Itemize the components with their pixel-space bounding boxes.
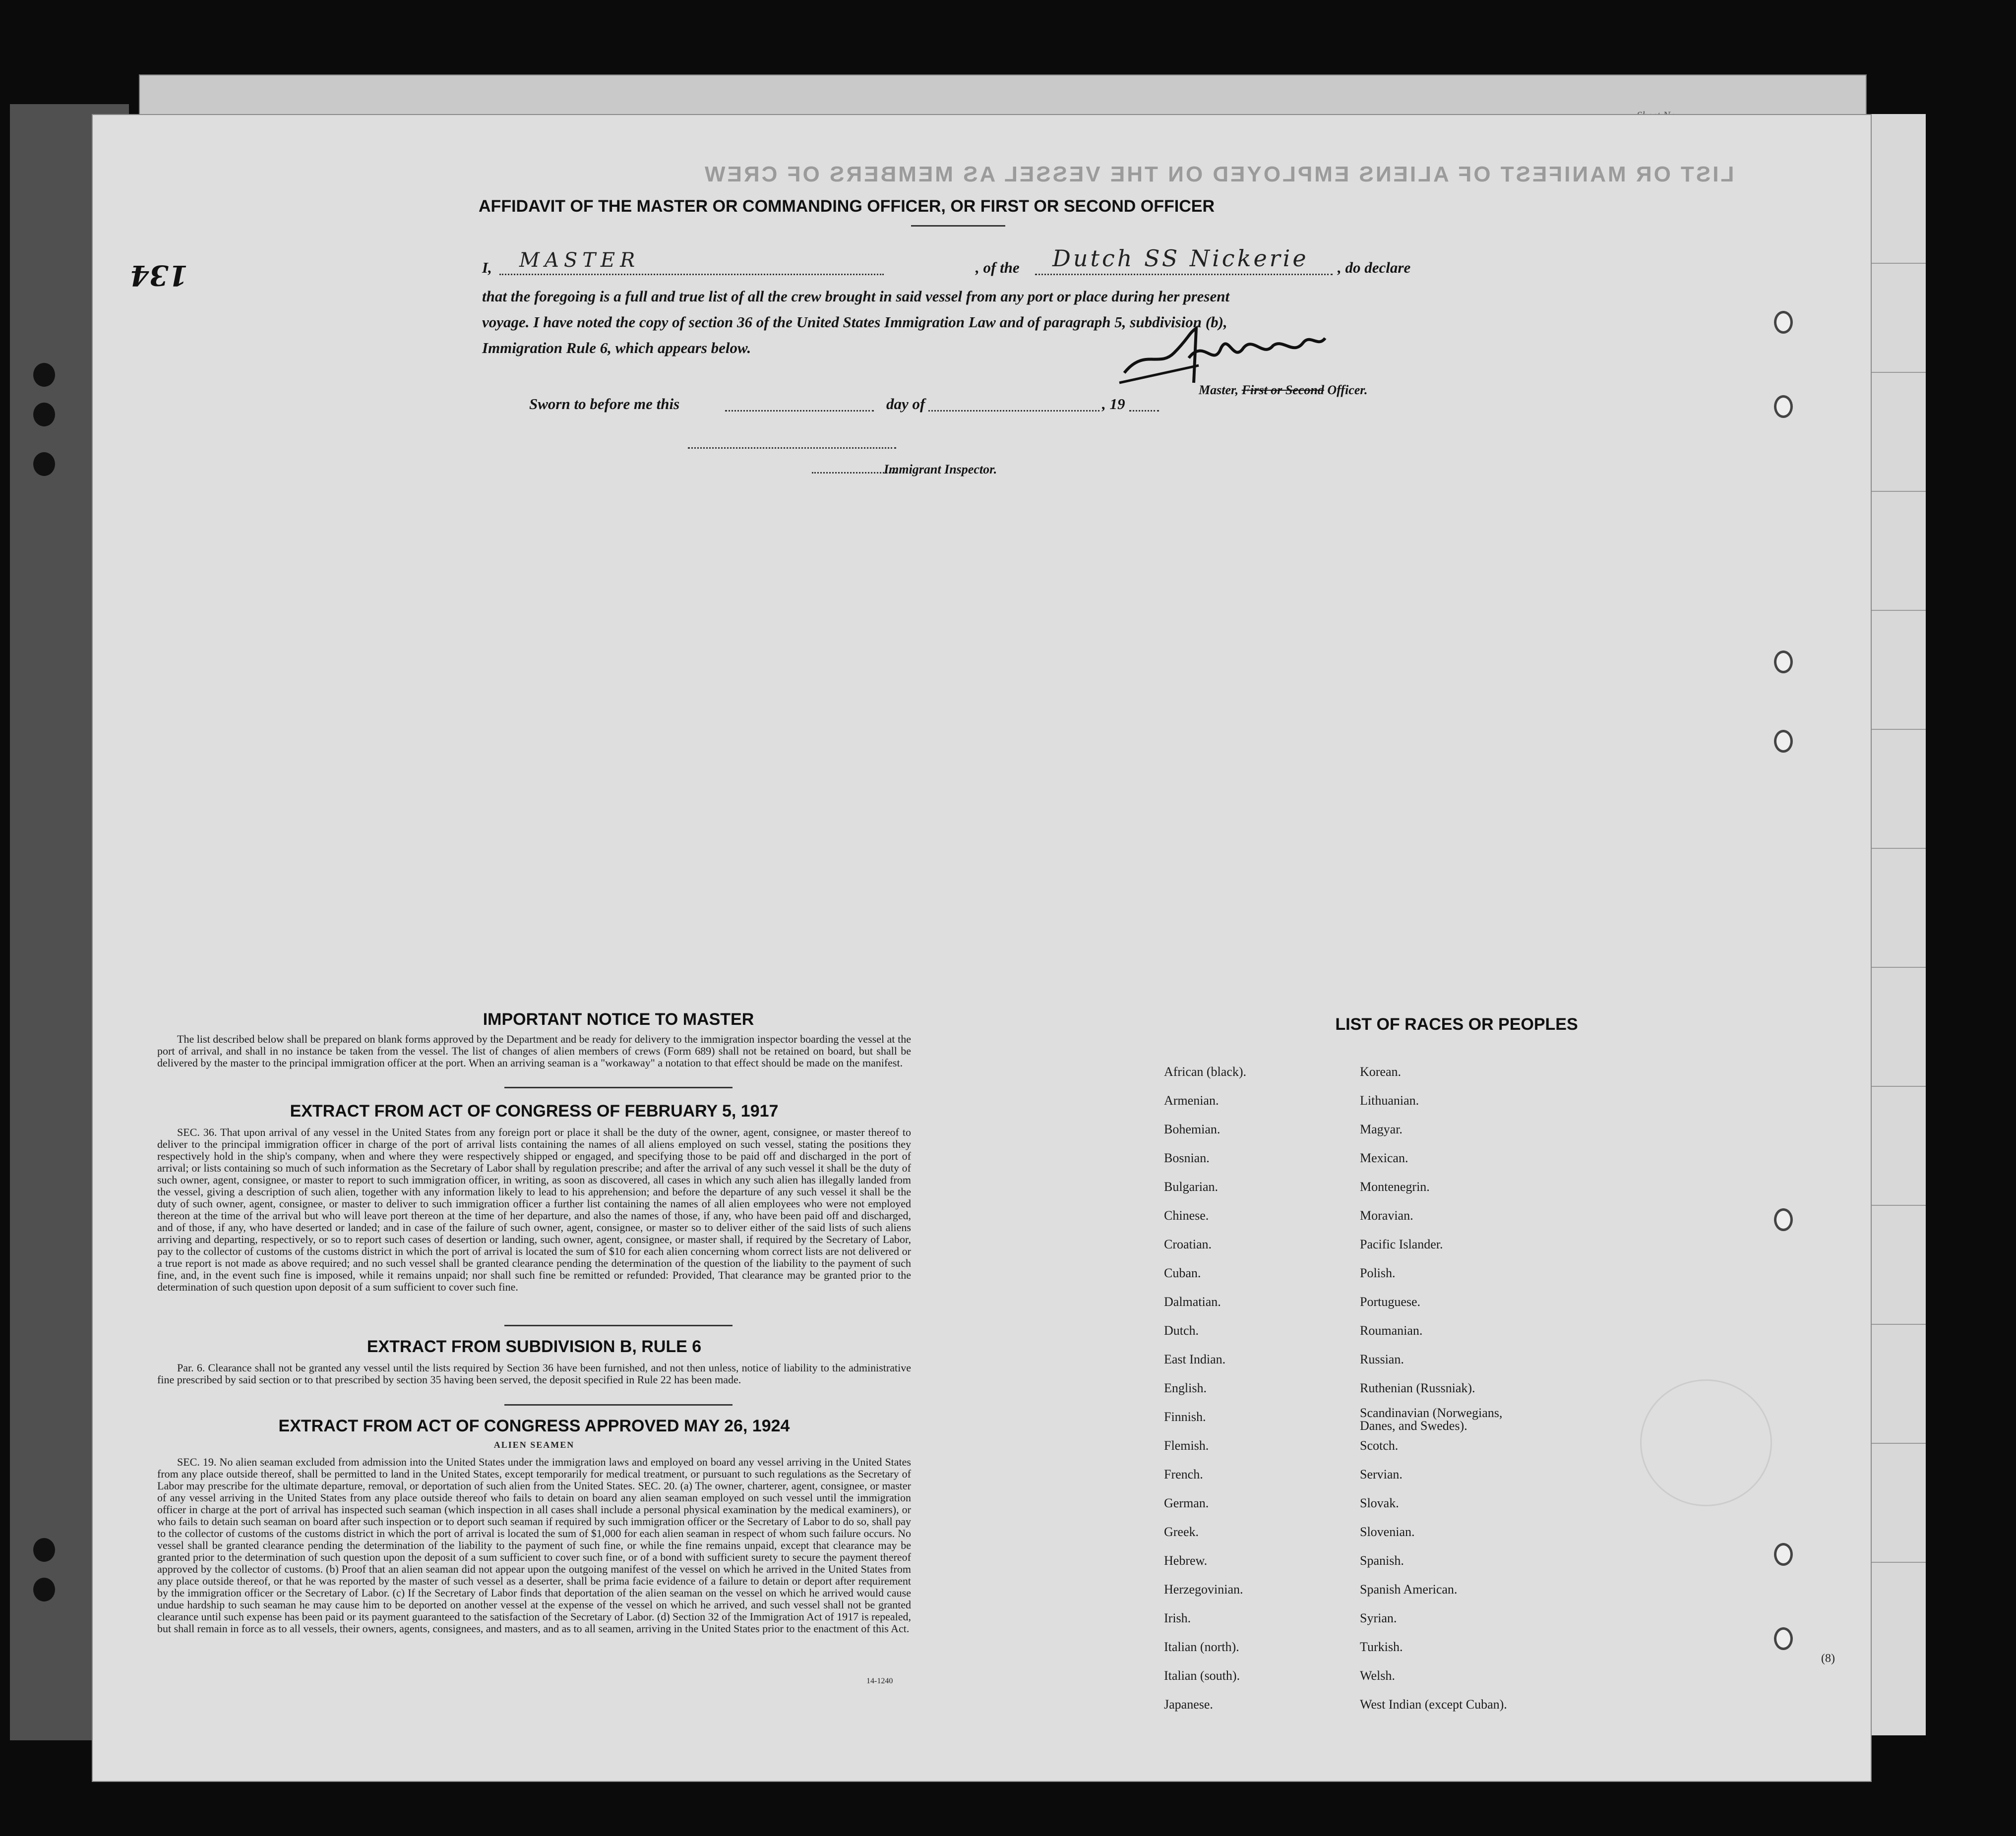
race-right-13: Scotch. xyxy=(1360,1438,1399,1453)
race-left-5: Chinese. xyxy=(1164,1208,1209,1223)
race-left-2: Bohemian. xyxy=(1164,1122,1221,1136)
divider xyxy=(504,1325,733,1326)
punch-hole xyxy=(1774,1208,1793,1231)
punch-hole xyxy=(1774,730,1793,753)
race-right-0: Korean. xyxy=(1360,1065,1402,1079)
race-right-2: Magyar. xyxy=(1360,1122,1403,1136)
inspector-caption: Immigrant Inspector. xyxy=(884,462,997,476)
race-left-14: French. xyxy=(1164,1467,1203,1481)
sworn-text: Sworn to before me this xyxy=(529,395,680,413)
race-left-16: Greek. xyxy=(1164,1525,1199,1539)
race-right-14: Servian. xyxy=(1360,1467,1403,1481)
affidavit-title: AFFIDAVIT OF THE MASTER OR COMMANDING OFFICER, OR FIRST OR SECOND OFFICER xyxy=(479,197,1215,216)
race-right-21: Welsh. xyxy=(1360,1668,1395,1683)
title-underline xyxy=(911,225,1005,227)
punch-hole xyxy=(1774,651,1793,673)
race-left-18: Herzegovinian. xyxy=(1164,1582,1243,1597)
race-left-13: Flemish. xyxy=(1164,1438,1209,1453)
sworn-day-field xyxy=(725,410,874,412)
notice-body: The list described below shall be prepared on blank forms approved by the Department and be ready for delivery to the immigration inspector boarding the vessel at the port of arrival, and shall in no instance be taken from the vessel. The list of changes of alien members of crews (Form 689) shall not be retained on board, but shall be delivered by the master to the principal immigration officer at the port. When an arriving seaman is a "workaway" a notation to that effect should be made on the manifest. xyxy=(157,1033,911,1069)
divider xyxy=(504,1404,733,1406)
day-of-text: day of xyxy=(886,395,925,413)
punch-hole xyxy=(1774,1543,1793,1566)
race-right-22: West Indian (except Cuban). xyxy=(1360,1697,1507,1712)
binder-hole xyxy=(33,1578,55,1601)
race-right-19: Syrian. xyxy=(1360,1611,1397,1625)
race-left-3: Bosnian. xyxy=(1164,1151,1210,1165)
race-right-10: Russian. xyxy=(1360,1352,1404,1366)
race-left-15: German. xyxy=(1164,1496,1209,1510)
edge-mark: (8) xyxy=(1821,1652,1835,1665)
race-left-8: Dalmatian. xyxy=(1164,1295,1221,1309)
race-right-18: Spanish American. xyxy=(1360,1582,1458,1597)
vessel-name-field xyxy=(1035,274,1333,275)
underlying-sheet-header xyxy=(149,74,1865,114)
punch-hole xyxy=(1774,395,1793,418)
extract-1917-body: SEC. 36. That upon arrival of any vessel in the United States from any foreign port or place it shall be the duty of the owner, agent, consignee, or master thereof to deliver to the principal immigration officer in charge of the port of arrival lists containing the names of all aliens employed on such vessel, stating the positions they respectively hold in the ship's company, when and where they were respectively shipped or engaged, and specifying those to be paid off and discharged in the port of arrival; or lists containing so much of such information as the Secretary of Labor shall by regulation prescribe; and after the arrival of any such vessel it shall be the duty of such owner, agent, consignee, or master to report to such immigration officer, in writing, as soon as discovered, all cases in which any such alien has illegally landed from the vessel, giving a description of such alien, together with any information likely to lead to his apprehension; and before the departure of any such vessel it shall be the duty of such owner, agent, consignee, or master to deliver to such immigration officer a further list containing the names of all alien employees who were not employed thereon at the time of the arrival but who will leave port thereon at the time of her departure, and also the names of those, if any, who have been paid off and discharged, and of those, if any, who have deserted or landed; and in case of the failure of such owner, agent, consignee, or master so to deliver either of the said lists of such aliens arriving and departing, respectively, or so to report such cases of desertion or landing, such owner, agent, consignee, or master shall, if required by the Secretary of Labor, pay to the collector of customs of the customs district in which the port of arrival is located the sum of $10 for each alien concerning whom correct lists are not delivered or a true report is not made as above required; and no such vessel shall be granted clearance pending the determination of the question of the liability to the payment of such fine, and, in the event such fine is imposed, while it remains unpaid; nor shall such fine be remitted or refunded: Provided, That clearance may be granted prior to the determination of such question upon deposit of a sum sufficient to cover such fine. xyxy=(157,1126,911,1293)
race-right-7: Polish. xyxy=(1360,1266,1396,1280)
notice-title: IMPORTANT NOTICE TO MASTER xyxy=(483,1010,754,1029)
race-right-20: Turkish. xyxy=(1360,1640,1403,1654)
race-right-4: Montenegrin. xyxy=(1360,1180,1430,1194)
inspector-signature-field xyxy=(688,447,896,449)
race-left-19: Irish. xyxy=(1164,1611,1191,1625)
extract-1924-subtitle: ALIEN SEAMEN xyxy=(493,1440,575,1450)
race-right-15: Slovak. xyxy=(1360,1496,1399,1510)
races-title: LIST OF RACES OR PEOPLES xyxy=(1335,1015,1578,1034)
affidavit-line-3: voyage. I have noted the copy of section 36 of the United States Immigration Law and of paragraph 5, subdivision (b), xyxy=(482,313,1227,331)
race-right-6: Pacific Islander. xyxy=(1360,1237,1443,1251)
affidavit-i: I, xyxy=(482,259,492,276)
punch-hole xyxy=(1774,1627,1793,1650)
do-declare-text: , do declare xyxy=(1338,259,1411,276)
extract-rule6-title: EXTRACT FROM SUBDIVISION B, RULE 6 xyxy=(367,1337,702,1356)
binder-hole xyxy=(33,363,55,387)
race-right-8: Portuguese. xyxy=(1360,1295,1421,1309)
race-right-9: Roumanian. xyxy=(1360,1323,1423,1338)
sworn-month-field xyxy=(928,410,1100,412)
race-left-11: English. xyxy=(1164,1381,1207,1395)
vessel-handwritten: Dutch SS Nickerie xyxy=(1052,245,1309,272)
race-right-5: Moravian. xyxy=(1360,1208,1413,1223)
punch-hole xyxy=(1774,311,1793,334)
master-signature xyxy=(1114,318,1333,393)
race-left-9: Dutch. xyxy=(1164,1323,1199,1338)
bleed-through-header: LIST OR MANIFEST OF ALIENS EMPLOYED ON THE VESSEL AS MEMBERS OF CREW xyxy=(703,162,1734,186)
extract-1924-title: EXTRACT FROM ACT OF CONGRESS APPROVED MAY 26, 1924 xyxy=(278,1417,790,1435)
extract-rule6-body: Par. 6. Clearance shall not be granted any vessel until the lists required by Section 36 have been furnished, and not then unless, notice of liability to the administrative fine prescribed by said section or to that prescribed by section 35 having been served, the deposit specified in Rule 22 has been made. xyxy=(157,1362,911,1386)
affidavit-line-2: that the foregoing is a full and true list of all the crew brought in said vessel from any port or place during her present xyxy=(482,288,1230,305)
race-left-22: Japanese. xyxy=(1164,1697,1213,1712)
race-left-12: Finnish. xyxy=(1164,1410,1206,1424)
race-left-17: Hebrew. xyxy=(1164,1553,1208,1568)
signature-caption: Master, First or Second Officer. xyxy=(1199,383,1368,397)
form-number: 14-1240 xyxy=(866,1677,893,1685)
race-right-1: Lithuanian. xyxy=(1360,1093,1419,1108)
race-left-4: Bulgarian. xyxy=(1164,1180,1219,1194)
binder-hole xyxy=(33,452,55,476)
race-left-0: African (black). xyxy=(1164,1065,1247,1079)
binder-hole xyxy=(33,1538,55,1562)
margin-number: 134 xyxy=(130,259,188,292)
master-handwritten: MASTER xyxy=(519,249,640,272)
race-left-6: Croatian. xyxy=(1164,1237,1212,1251)
faint-seal-stamp xyxy=(1640,1379,1772,1506)
affidavit-page xyxy=(92,114,1872,1782)
extract-1924-body: SEC. 19. No alien seaman excluded from admission into the United States under the immigration laws and employed on board any vessel arriving in the United States from any place outside thereof, shall be permitted to land in the United States, except temporarily for medical treatment, or pursuant to such regulations as the Secretary of Labor may prescribe for the ultimate departure, removal, or deportation of such alien from the United States. SEC. 20. (a) The owner, charterer, agent, consignee, or master of any vessel arriving in the United States from any place outside thereof who fails to detain on board any alien seaman employed on such vessel until the immigration officer in charge at the port of arrival has inspected such seaman (which inspection in all cases shall include a personal physical examination by the medical examiners), or who fails to detain such seaman on board after such inspection or to deport such seaman if required by such immigration officer or the Secretary of Labor to do so, shall pay to the collector of customs of the customs district in which the port of arrival is located the sum of $1,000 for each alien seaman in respect of whom such failure occurs. No vessel shall be granted clearance pending the determination of the liability to the payment of such fine, or while the fine remains unpaid, except that clearance may be granted prior to the determination of such question upon the deposit of a sum sufficient to cover such fine, or of a bond with sufficient surety to secure the payment thereof approved by the collector of customs. (b) Proof that an alien seaman did not appear upon the outgoing manifest of the vessel on which he arrived in the United States from any place outside thereof, or that he was reported by the master of such vessel as a deserter, shall be prima facie evidence of a failure to detain or deport after requirement by the immigration officer or the Secretary of Labor. (c) If the Secretary of Labor finds that deportation of the alien seaman on the vessel on which he arrived would cause undue hardship to such seaman he may cause him to be deported on another vessel at the expense of the vessel on which he arrived, and such vessel shall not be granted clearance until such expense has been paid or its payment guaranteed to the satisfaction of the Secretary of Labor. (d) Section 32 of the Immigration Act of 1917 is repealed, but shall remain in force as to all vessels, their owners, agents, consignees, and masters, and as to all seamen, arriving in the United States prior to the enactment of this Act. xyxy=(157,1456,911,1635)
race-left-20: Italian (north). xyxy=(1164,1640,1239,1654)
race-left-10: East Indian. xyxy=(1164,1352,1226,1366)
race-left-1: Armenian. xyxy=(1164,1093,1219,1108)
sworn-year-field xyxy=(1129,410,1159,412)
race-right-16: Slovenian. xyxy=(1360,1525,1415,1539)
extract-1917-title: EXTRACT FROM ACT OF CONGRESS OF FEBRUARY 5, 1917 xyxy=(290,1102,779,1121)
binder-hole xyxy=(33,403,55,426)
race-left-21: Italian (south). xyxy=(1164,1668,1240,1683)
race-right-3: Mexican. xyxy=(1360,1151,1408,1165)
race-right-11: Ruthenian (Russniak). xyxy=(1360,1381,1475,1395)
divider xyxy=(504,1087,733,1088)
race-left-7: Cuban. xyxy=(1164,1266,1201,1280)
race-right-17: Spanish. xyxy=(1360,1553,1404,1568)
race-right-12: Scandinavian (Norwegians, Danes, and Swedes). xyxy=(1360,1406,1503,1433)
of-the-text: , of the xyxy=(976,259,1020,276)
master-name-field xyxy=(499,274,884,275)
affidavit-line-4: Immigration Rule 6, which appears below. xyxy=(482,339,751,356)
year-prefix: , 19 xyxy=(1102,395,1125,413)
